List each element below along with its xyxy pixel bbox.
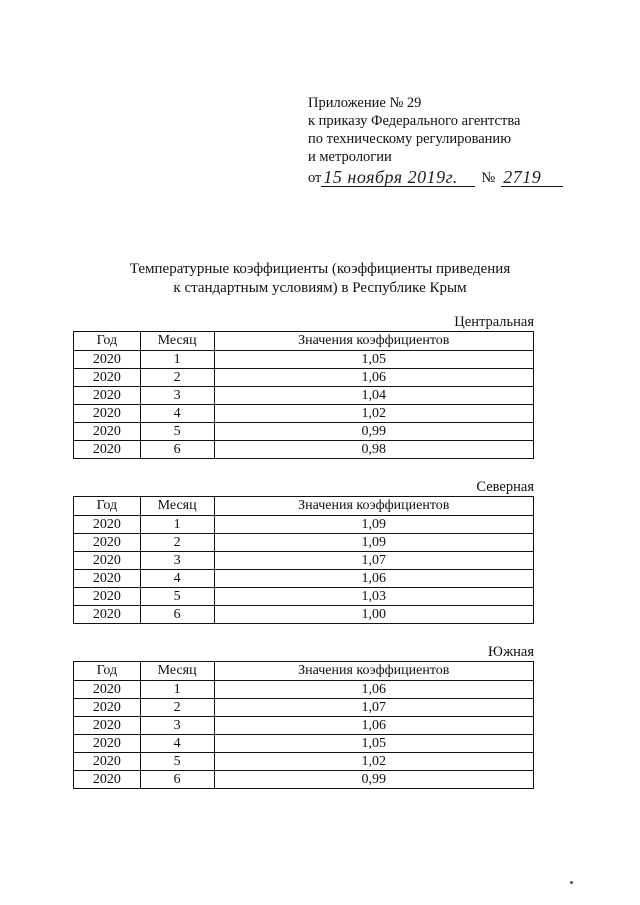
- table-row: [74, 717, 534, 735]
- cell-value: 1,06: [214, 717, 534, 735]
- table-row: [74, 699, 534, 717]
- header-value: Значения коэффициентов: [214, 332, 534, 351]
- table-row: [74, 681, 534, 699]
- table-row: [74, 405, 534, 423]
- order-number-handwritten: 2719: [501, 168, 563, 187]
- cell-month: 1: [140, 681, 214, 699]
- table-row: [74, 771, 534, 789]
- cell-month: 6: [140, 441, 214, 459]
- cell-value: 1,03: [214, 588, 534, 606]
- header-month: Месяц: [140, 662, 214, 681]
- number-label: №: [481, 170, 496, 186]
- table-row: [74, 534, 534, 552]
- table-header-row: [74, 497, 534, 516]
- cell-month: 3: [140, 387, 214, 405]
- order-date-number-line: [308, 168, 563, 187]
- appendix-agency-line: по техническому регулированию: [308, 131, 512, 147]
- coefficients-table: [73, 331, 534, 459]
- cell-value: 1,02: [214, 753, 534, 771]
- cell-value: 1,07: [214, 552, 534, 570]
- cell-year: 2020: [74, 516, 141, 534]
- header-value: Значения коэффициентов: [214, 662, 534, 681]
- cell-value: 1,09: [214, 516, 534, 534]
- cell-year: 2020: [74, 753, 141, 771]
- cell-month: 4: [140, 405, 214, 423]
- cell-value: 0,99: [214, 423, 534, 441]
- header-month: Месяц: [140, 497, 214, 516]
- table-row: [74, 735, 534, 753]
- header-year: Год: [74, 497, 141, 516]
- cell-month: 4: [140, 570, 214, 588]
- cell-value: 1,09: [214, 534, 534, 552]
- cell-year: 2020: [74, 387, 141, 405]
- cell-month: 2: [140, 534, 214, 552]
- cell-year: 2020: [74, 423, 141, 441]
- table-row: [74, 606, 534, 624]
- table-row: [74, 387, 534, 405]
- cell-year: 2020: [74, 351, 141, 369]
- table-row: [74, 753, 534, 771]
- cell-month: 5: [140, 423, 214, 441]
- region-name: Северная: [476, 479, 534, 495]
- region-name: Центральная: [454, 314, 534, 330]
- title-line-1: Температурные коэффициенты (коэффициенты приведения: [129, 261, 511, 277]
- table-header-row: [74, 332, 534, 351]
- cell-month: 3: [140, 552, 214, 570]
- cell-year: 2020: [74, 771, 141, 789]
- from-label: от: [308, 170, 322, 186]
- table-row: [74, 516, 534, 534]
- region-south: [73, 643, 534, 789]
- cell-year: 2020: [74, 552, 141, 570]
- title-line-2: к стандартным условиям) в Республике Крым: [173, 280, 467, 296]
- cell-month: 1: [140, 351, 214, 369]
- cell-month: 5: [140, 588, 214, 606]
- cell-month: 4: [140, 735, 214, 753]
- cell-year: 2020: [74, 735, 141, 753]
- header-value: Значения коэффициентов: [214, 497, 534, 516]
- header-year: Год: [74, 662, 141, 681]
- cell-month: 5: [140, 753, 214, 771]
- table-row: [74, 588, 534, 606]
- cell-year: 2020: [74, 588, 141, 606]
- cell-month: 3: [140, 717, 214, 735]
- cell-value: 1,02: [214, 405, 534, 423]
- table-row: [74, 351, 534, 369]
- cell-value: 1,05: [214, 351, 534, 369]
- cell-year: 2020: [74, 369, 141, 387]
- order-date-handwritten: 15 ноября 2019г.: [321, 168, 475, 187]
- table-row: [74, 552, 534, 570]
- cell-value: 0,99: [214, 771, 534, 789]
- cell-year: 2020: [74, 606, 141, 624]
- cell-value: 1,05: [214, 735, 534, 753]
- appendix-header: [308, 94, 563, 187]
- region-north: [73, 478, 534, 624]
- appendix-number: Приложение № 29: [308, 95, 422, 111]
- appendix-order-ref: к приказу Федерального агентства: [308, 113, 521, 129]
- cell-month: 2: [140, 369, 214, 387]
- table-row: [74, 441, 534, 459]
- cell-month: 6: [140, 606, 214, 624]
- appendix-agency-line-end: и метрологии: [308, 149, 392, 165]
- table-row: [74, 369, 534, 387]
- table-row: [74, 570, 534, 588]
- cell-value: 0,98: [214, 441, 534, 459]
- coefficients-table: [73, 496, 534, 624]
- cell-year: 2020: [74, 405, 141, 423]
- cell-value: 1,06: [214, 570, 534, 588]
- table-header-row: [74, 662, 534, 681]
- cell-year: 2020: [74, 570, 141, 588]
- cell-year: 2020: [74, 441, 141, 459]
- scan-speck: [570, 881, 573, 884]
- header-month: Месяц: [140, 332, 214, 351]
- cell-year: 2020: [74, 699, 141, 717]
- cell-value: 1,07: [214, 699, 534, 717]
- cell-month: 6: [140, 771, 214, 789]
- cell-month: 2: [140, 699, 214, 717]
- cell-value: 1,00: [214, 606, 534, 624]
- cell-value: 1,04: [214, 387, 534, 405]
- cell-value: 1,06: [214, 681, 534, 699]
- cell-year: 2020: [74, 681, 141, 699]
- header-year: Год: [74, 332, 141, 351]
- region-name: Южная: [488, 644, 534, 660]
- cell-value: 1,06: [214, 369, 534, 387]
- cell-month: 1: [140, 516, 214, 534]
- cell-year: 2020: [74, 717, 141, 735]
- cell-year: 2020: [74, 534, 141, 552]
- region-central: [73, 313, 534, 459]
- coefficients-table: [73, 661, 534, 789]
- table-row: [74, 423, 534, 441]
- document-title: [0, 260, 640, 298]
